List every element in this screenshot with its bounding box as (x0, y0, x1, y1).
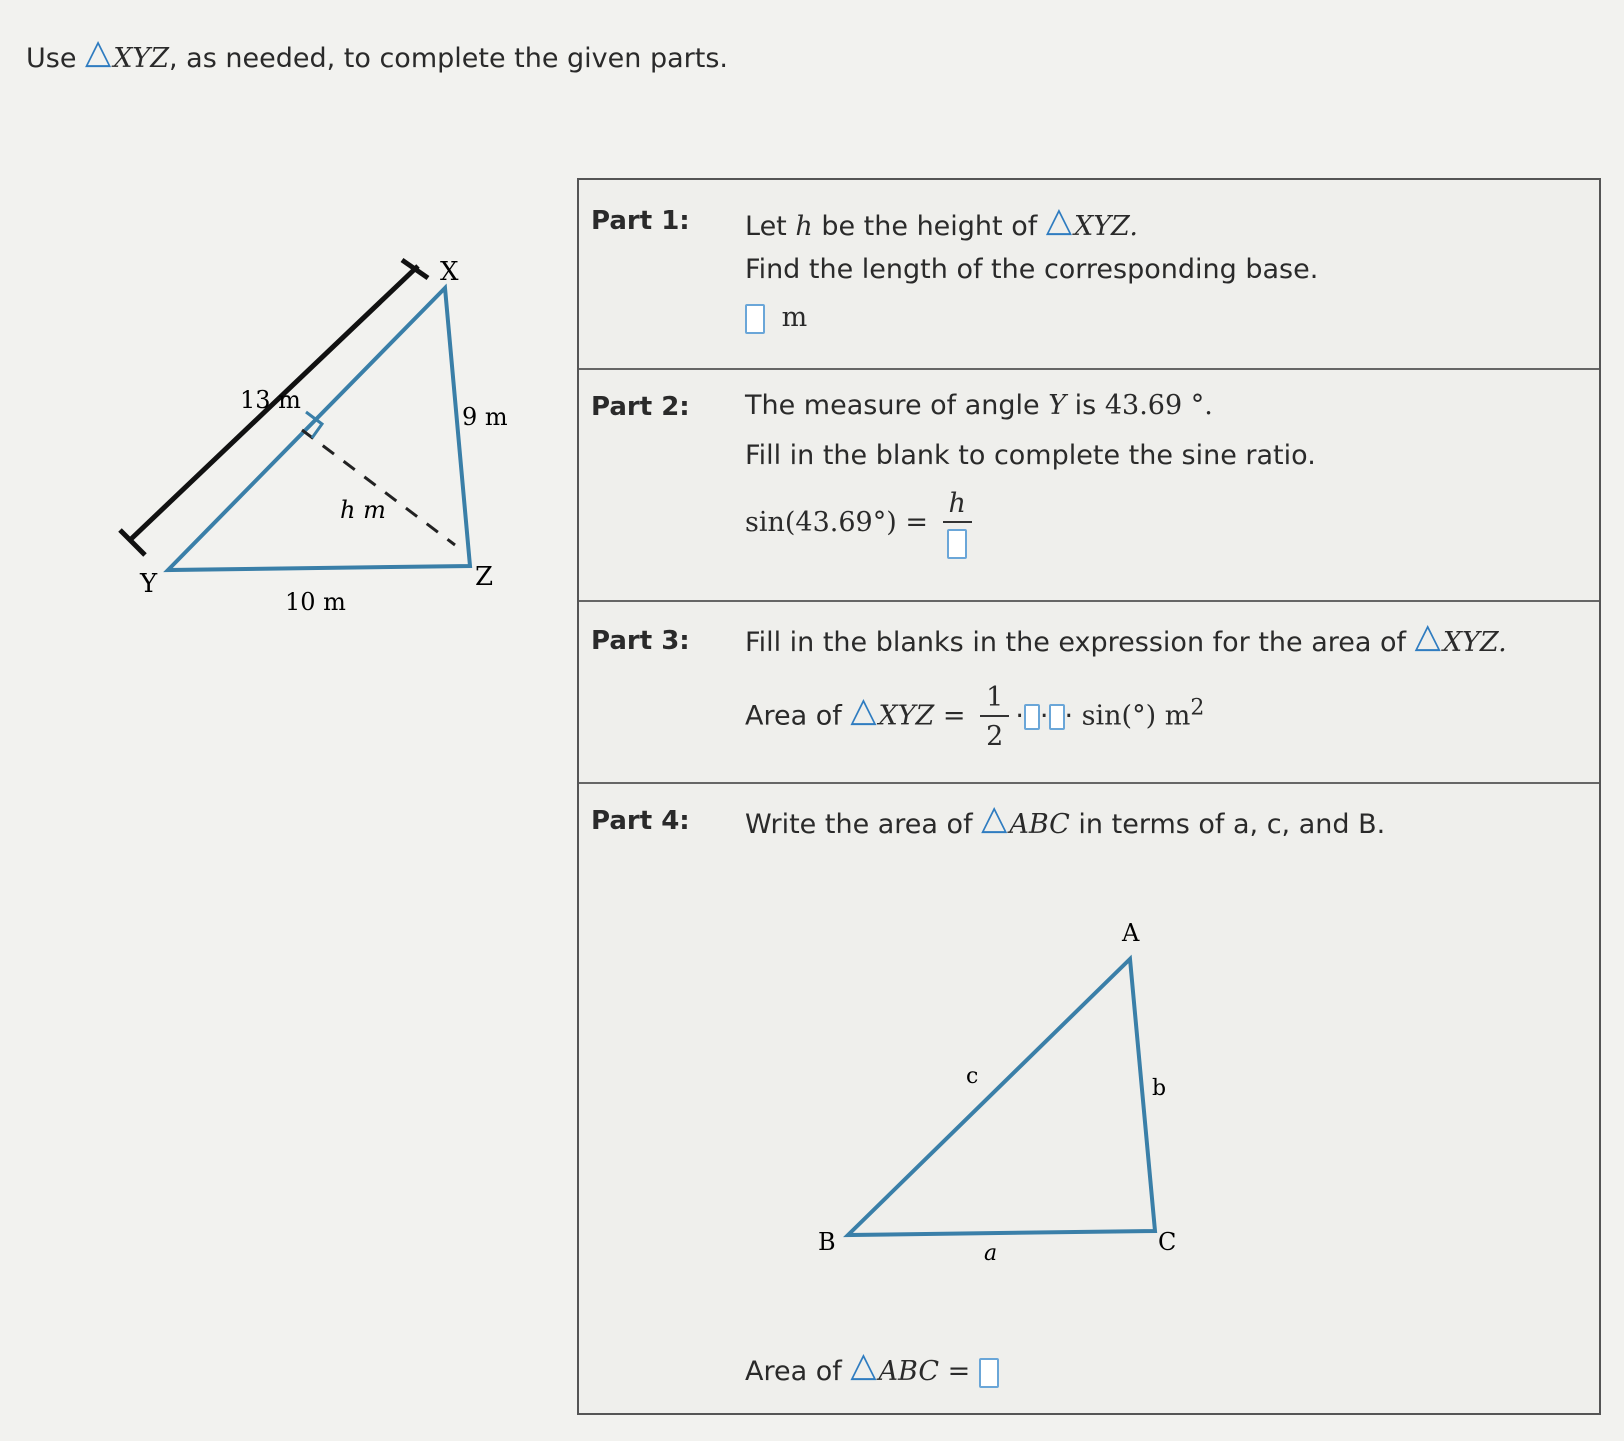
triangle-icon: △ (1045, 200, 1072, 240)
triangle-icon: △ (1414, 616, 1441, 656)
vertex-b-label: B (818, 1228, 836, 1256)
area-unit: m (1164, 700, 1191, 732)
fraction-numerator: 1 (980, 682, 1009, 717)
vertex-c-label: C (1158, 1228, 1177, 1256)
sine-ratio-equation (745, 488, 978, 559)
vertex-z-label: Z (475, 562, 494, 592)
equals-sign: = (942, 700, 966, 732)
area-triangle: XYZ (878, 700, 935, 732)
part-1-triangle: XYZ. (1074, 211, 1138, 242)
part-3-line-1-text: Fill in the blanks in the expression for the area of (745, 627, 1407, 658)
sine-fraction (943, 488, 972, 559)
triangle-icon: △ (850, 689, 877, 730)
side-1-input[interactable] (1024, 704, 1040, 730)
angle-y-value: 43.69 °. (1104, 390, 1213, 421)
one-half-fraction (980, 682, 1009, 752)
part-4-label: Part 4: (591, 806, 690, 836)
part-2-line-1-mid: is (1074, 390, 1097, 421)
part-4-triangle: ABC (1009, 809, 1070, 840)
side-c-label: c (966, 1064, 979, 1089)
part-3-label: Part 3: (591, 626, 690, 656)
instruction-suffix: , as needed, to complete the given parts. (169, 43, 728, 74)
part-2-section (579, 370, 1599, 602)
fraction-denominator: 2 (986, 721, 1004, 752)
part-4-line-1-prefix: Write the area of (745, 809, 973, 840)
sine-denominator-input[interactable] (947, 529, 967, 559)
part-1-line-1-prefix: Let (745, 211, 787, 242)
part-1-answer-row (745, 302, 807, 334)
vertex-a-label: A (1122, 919, 1140, 947)
vertex-y-label: Y (140, 569, 158, 599)
triangle-abc-svg (800, 905, 1200, 1265)
part-2-line-1-prefix: The measure of angle (745, 390, 1040, 421)
triangle-xyz-svg (100, 240, 520, 620)
part-2-var-y: Y (1048, 390, 1067, 421)
part-2-label: Part 2: (591, 392, 690, 422)
part-4-line-1-suffix: in terms of a, c, and B. (1078, 809, 1386, 840)
part-4-line-1 (745, 798, 1386, 842)
part-1-unit: m (781, 302, 808, 333)
side-xy-label: 13 m (240, 386, 301, 414)
sine-lhs: sin(43.69°) = (745, 506, 928, 538)
triangle-abc-figure (800, 905, 1200, 1269)
part-3-triangle: XYZ. (1442, 627, 1507, 658)
side-a-label: a (984, 1241, 998, 1265)
side-yz-label: 10 m (285, 588, 346, 616)
part-2-line-2: Fill in the blank to complete the sine ratio. (745, 440, 1316, 471)
area-abc-equals: = (947, 1356, 971, 1387)
area-expression: Area of △XYZ = $\frac{1}{2}$ · · · sin(°) $m^2$ (745, 682, 1205, 752)
triangle-icon: △ (85, 32, 112, 72)
base-length-input[interactable] (745, 304, 765, 334)
side-b-label: b (1152, 1076, 1167, 1101)
height-label: h m (340, 496, 386, 524)
triangle-xyz-figure (100, 240, 520, 624)
area-abc-prefix: Area of (745, 1356, 842, 1387)
part-3-line-1 (745, 616, 1507, 660)
side-2-input[interactable] (1049, 704, 1065, 730)
part-1-line-2: Find the length of the corresponding base. (745, 254, 1319, 285)
part-2-line-1 (745, 390, 1213, 421)
area-unit-exponent: 2 (1190, 695, 1205, 721)
vertex-x-label: X (440, 257, 459, 287)
triangle-icon: △ (981, 798, 1008, 838)
part-3-section (579, 602, 1599, 784)
triangle-icon: △ (850, 1345, 877, 1385)
instruction (26, 32, 728, 76)
area-abc-triangle: ABC (878, 1356, 939, 1387)
instruction-prefix: Use (26, 43, 77, 74)
part-1-label: Part 1: (591, 206, 690, 236)
area-abc-input[interactable] (979, 1358, 999, 1388)
area-prefix: Area of (745, 700, 842, 732)
part-1-line-1 (745, 200, 1138, 244)
area-sine-text: sin(°) (1081, 700, 1157, 732)
side-xz-label: 9 m (462, 403, 508, 431)
sine-numerator: h (943, 488, 972, 523)
part-1-section (579, 180, 1599, 370)
area-abc-row (745, 1345, 999, 1389)
part-1-var-h: h (795, 211, 813, 242)
part-1-line-1-mid: be the height of (821, 211, 1038, 242)
instruction-triangle: XYZ (113, 43, 170, 74)
